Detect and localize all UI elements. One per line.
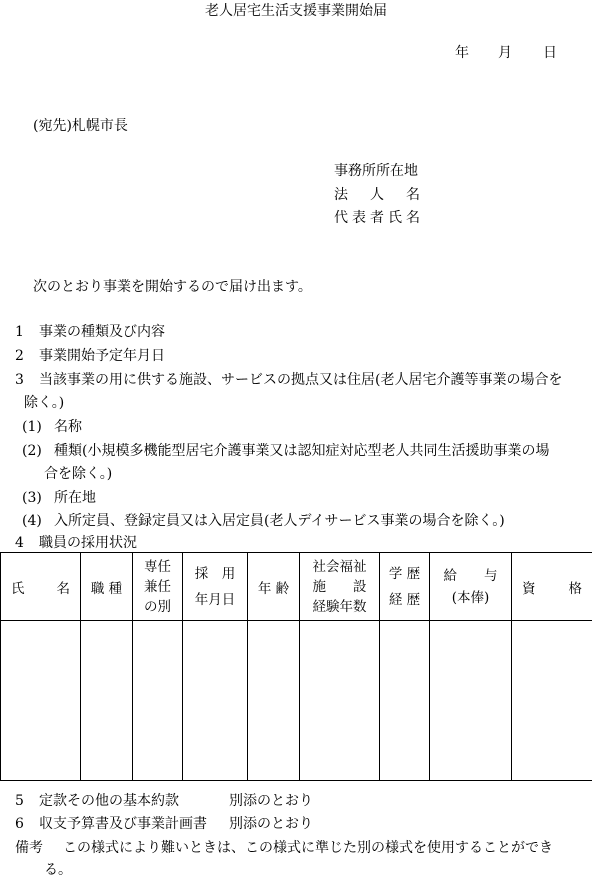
header-age: 年 齢: [248, 553, 300, 621]
item-1: 1 事業の種類及び内容: [15, 325, 165, 339]
addressee: (宛先)札幌市長: [33, 119, 128, 133]
item-6: 6 収支予算書及び事業計画書 別添のとおり: [15, 817, 313, 831]
note: 備考 この様式により難いときは、この様式に準じた別の様式を使用することができ: [15, 841, 553, 855]
cell-age[interactable]: [248, 621, 300, 781]
date-year-label: 年: [455, 46, 469, 60]
header-salary: 給 与 (本俸): [430, 553, 512, 621]
form-title: 老人居宅生活支援事業開始届: [0, 4, 592, 18]
header-name: 氏 名: [1, 553, 81, 621]
header-welfare-experience: 社会福祉 施 設 経験年数: [300, 553, 380, 621]
sub-item-4: (4) 入所定員、登録定員又は入居定員(老人デイサービス事業の場合を除く。): [22, 514, 505, 528]
sub-item-3: (3) 所在地: [22, 491, 96, 505]
sub-item-1: (1) 名称: [22, 420, 82, 434]
cell-education-career[interactable]: [380, 621, 430, 781]
corporation-name-label: 法 人 名: [334, 188, 420, 202]
date-month-label: 月: [498, 46, 512, 60]
staff-table-entry-row: [1, 621, 592, 781]
cell-name[interactable]: [1, 621, 81, 781]
item-5: 5 定款その他の基本約款 別添のとおり: [15, 794, 313, 808]
note-continuation: る。: [44, 863, 72, 877]
staff-table-header-row: [1, 553, 592, 621]
sub-item-2-continuation: 合を除く。): [44, 467, 112, 481]
representative-name-label: 代 表 者 氏 名: [334, 211, 420, 225]
header-qualification: 資 格: [512, 553, 592, 621]
header-fulltime-parttime: 専任 兼任 の別: [133, 553, 183, 621]
header-hire-date: 採 用 年月日: [183, 553, 248, 621]
cell-salary[interactable]: [430, 621, 512, 781]
intro-text: 次のとおり事業を開始するので届け出ます。: [33, 280, 312, 294]
item-2: 2 事業開始予定年月日: [15, 349, 165, 363]
office-address-label: 事務所所在地: [334, 164, 424, 178]
item-4: 4 職員の採用状況: [15, 536, 137, 550]
cell-fulltime-parttime[interactable]: [133, 621, 183, 781]
staff-table: [0, 552, 592, 781]
sub-item-2: (2) 種類(小規模多機能型居宅介護事業又は認知症対応型老人共同生活援助事業の場: [22, 444, 549, 458]
cell-qualification[interactable]: [512, 621, 592, 781]
date-day-label: 日: [543, 46, 557, 60]
header-job-type: 職 種: [81, 553, 133, 621]
header-education-career: 学 歴 経 歴: [380, 553, 430, 621]
cell-job-type[interactable]: [81, 621, 133, 781]
cell-hire-date[interactable]: [183, 621, 248, 781]
item-3-continuation: 除く。): [24, 396, 64, 410]
cell-welfare-experience[interactable]: [300, 621, 380, 781]
item-3: 3 当該事業の用に供する施設、サービスの拠点又は住居(老人居宅介護等事業の場合を: [15, 373, 562, 387]
